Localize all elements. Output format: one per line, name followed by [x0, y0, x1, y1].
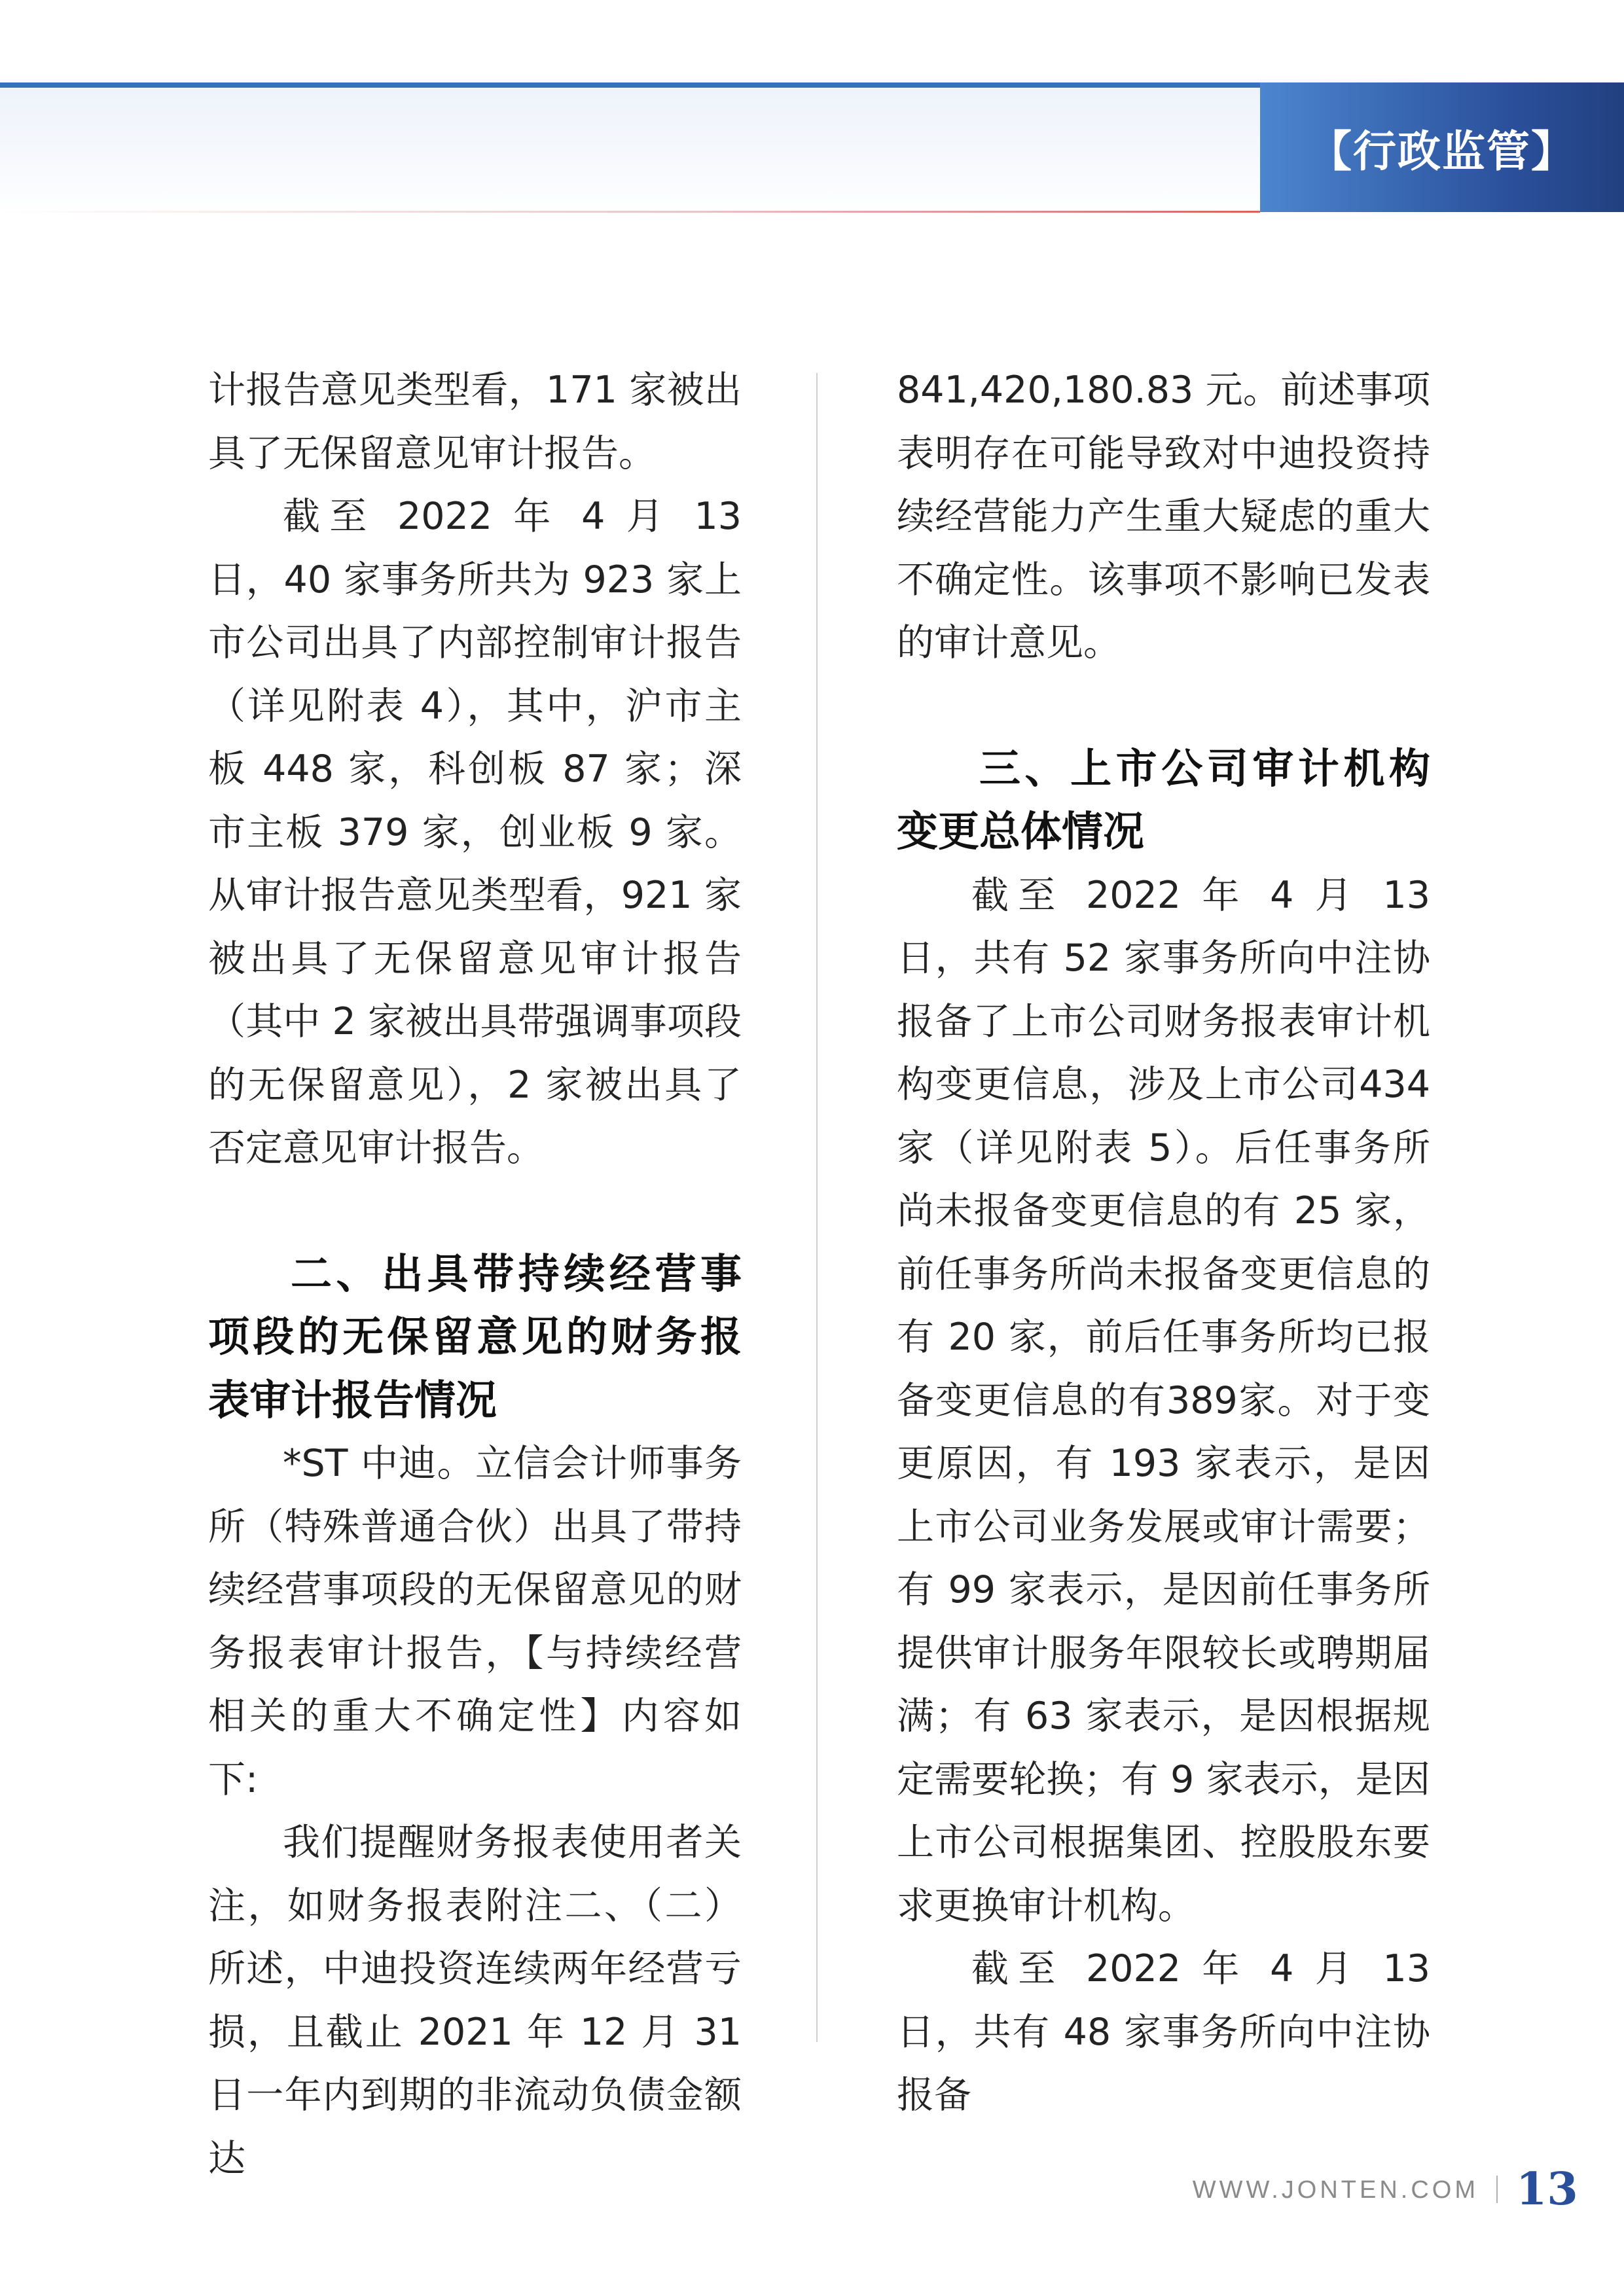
left-column: [208, 359, 742, 2190]
header-top-rule: [0, 82, 1260, 88]
section-heading-3: 三、上市公司审计机构变更总体情况: [897, 744, 1430, 855]
right-paragraph-1: 841,420,180.83 元。前述事项表明存在可能导致对中迪投资持续经营能力产生重大疑虑的重大不确定性。该事项不影响已发表的审计意见。: [897, 368, 1430, 664]
column-divider: [816, 373, 818, 2042]
page-number: 13: [1516, 2163, 1578, 2215]
right-paragraph-2: 截至 2022 年 4 月 13 日，共有 52 家事务所向中注协报备了上市公司财务报表审计机构变更信息，涉及上市公司434家（详见附表 5）。后任事务所尚未报备变更信息的有 25 家，前任事务所尚未报备变更信息的有 20 家，前后任事务所均已报备变更信息的有389家。对于变更原因，有 193 家表示，是因上市公司业务发展或审计需要；有 99 家表示，是因前任事务所提供审计服务年限较长或聘期届满；有 63 家表示，是因根据规定需要轮换；有 9 家表示，是因上市公司根据集团、控股股东要求更换审计机构。: [897, 873, 1430, 1928]
section-tag: 【行政监管】: [1260, 82, 1624, 212]
right-paragraph-3: 截至 2022 年 4 月 13 日，共有 48 家事务所向中注协报备: [897, 1947, 1430, 2117]
spacer: [208, 1180, 742, 1243]
left-paragraph-2: 截至 2022 年 4 月 13 日，40 家事务所共为 923 家上市公司出具了内部控制审计报告（详见附表 4），其中，沪市主板 448 家，科创板 87 家；深市主板 379 家，创业板 9 家。从审计报告意见类型看，921 家被出具了无保留意见审计报告（其中 2 家被出具带强调事项段的无保留意见），2 家被出具了否定意见审计报告。: [208, 495, 742, 1170]
left-paragraph-1: 计报告意见类型看，171 家被出具了无保留意见审计报告。: [208, 368, 742, 475]
footer-website-url: WWW.JONTEN.COM: [1192, 2176, 1479, 2204]
footer-separator: [1496, 2176, 1498, 2203]
spacer: [897, 675, 1430, 738]
left-paragraph-4: 我们提醒财务报表使用者关注，如财务报表附注二、（二）所述，中迪投资连续两年经营亏损，且截止 2021 年 12 月 31 日一年内到期的非流动负债金额达: [208, 1821, 742, 2180]
section-heading-2: 二、出具带持续经营事项段的无保留意见的财务报表审计报告情况: [208, 1249, 742, 1424]
left-paragraph-3: *ST 中迪。立信会计师事务所（特殊普通合伙）出具了带持续经营事项段的无保留意见的财务报表审计报告，【与持续经营相关的重大不确定性】内容如下:: [208, 1442, 742, 1801]
header-underline: [0, 211, 1260, 213]
right-column: [897, 359, 1430, 2127]
header-band: [0, 88, 1260, 212]
